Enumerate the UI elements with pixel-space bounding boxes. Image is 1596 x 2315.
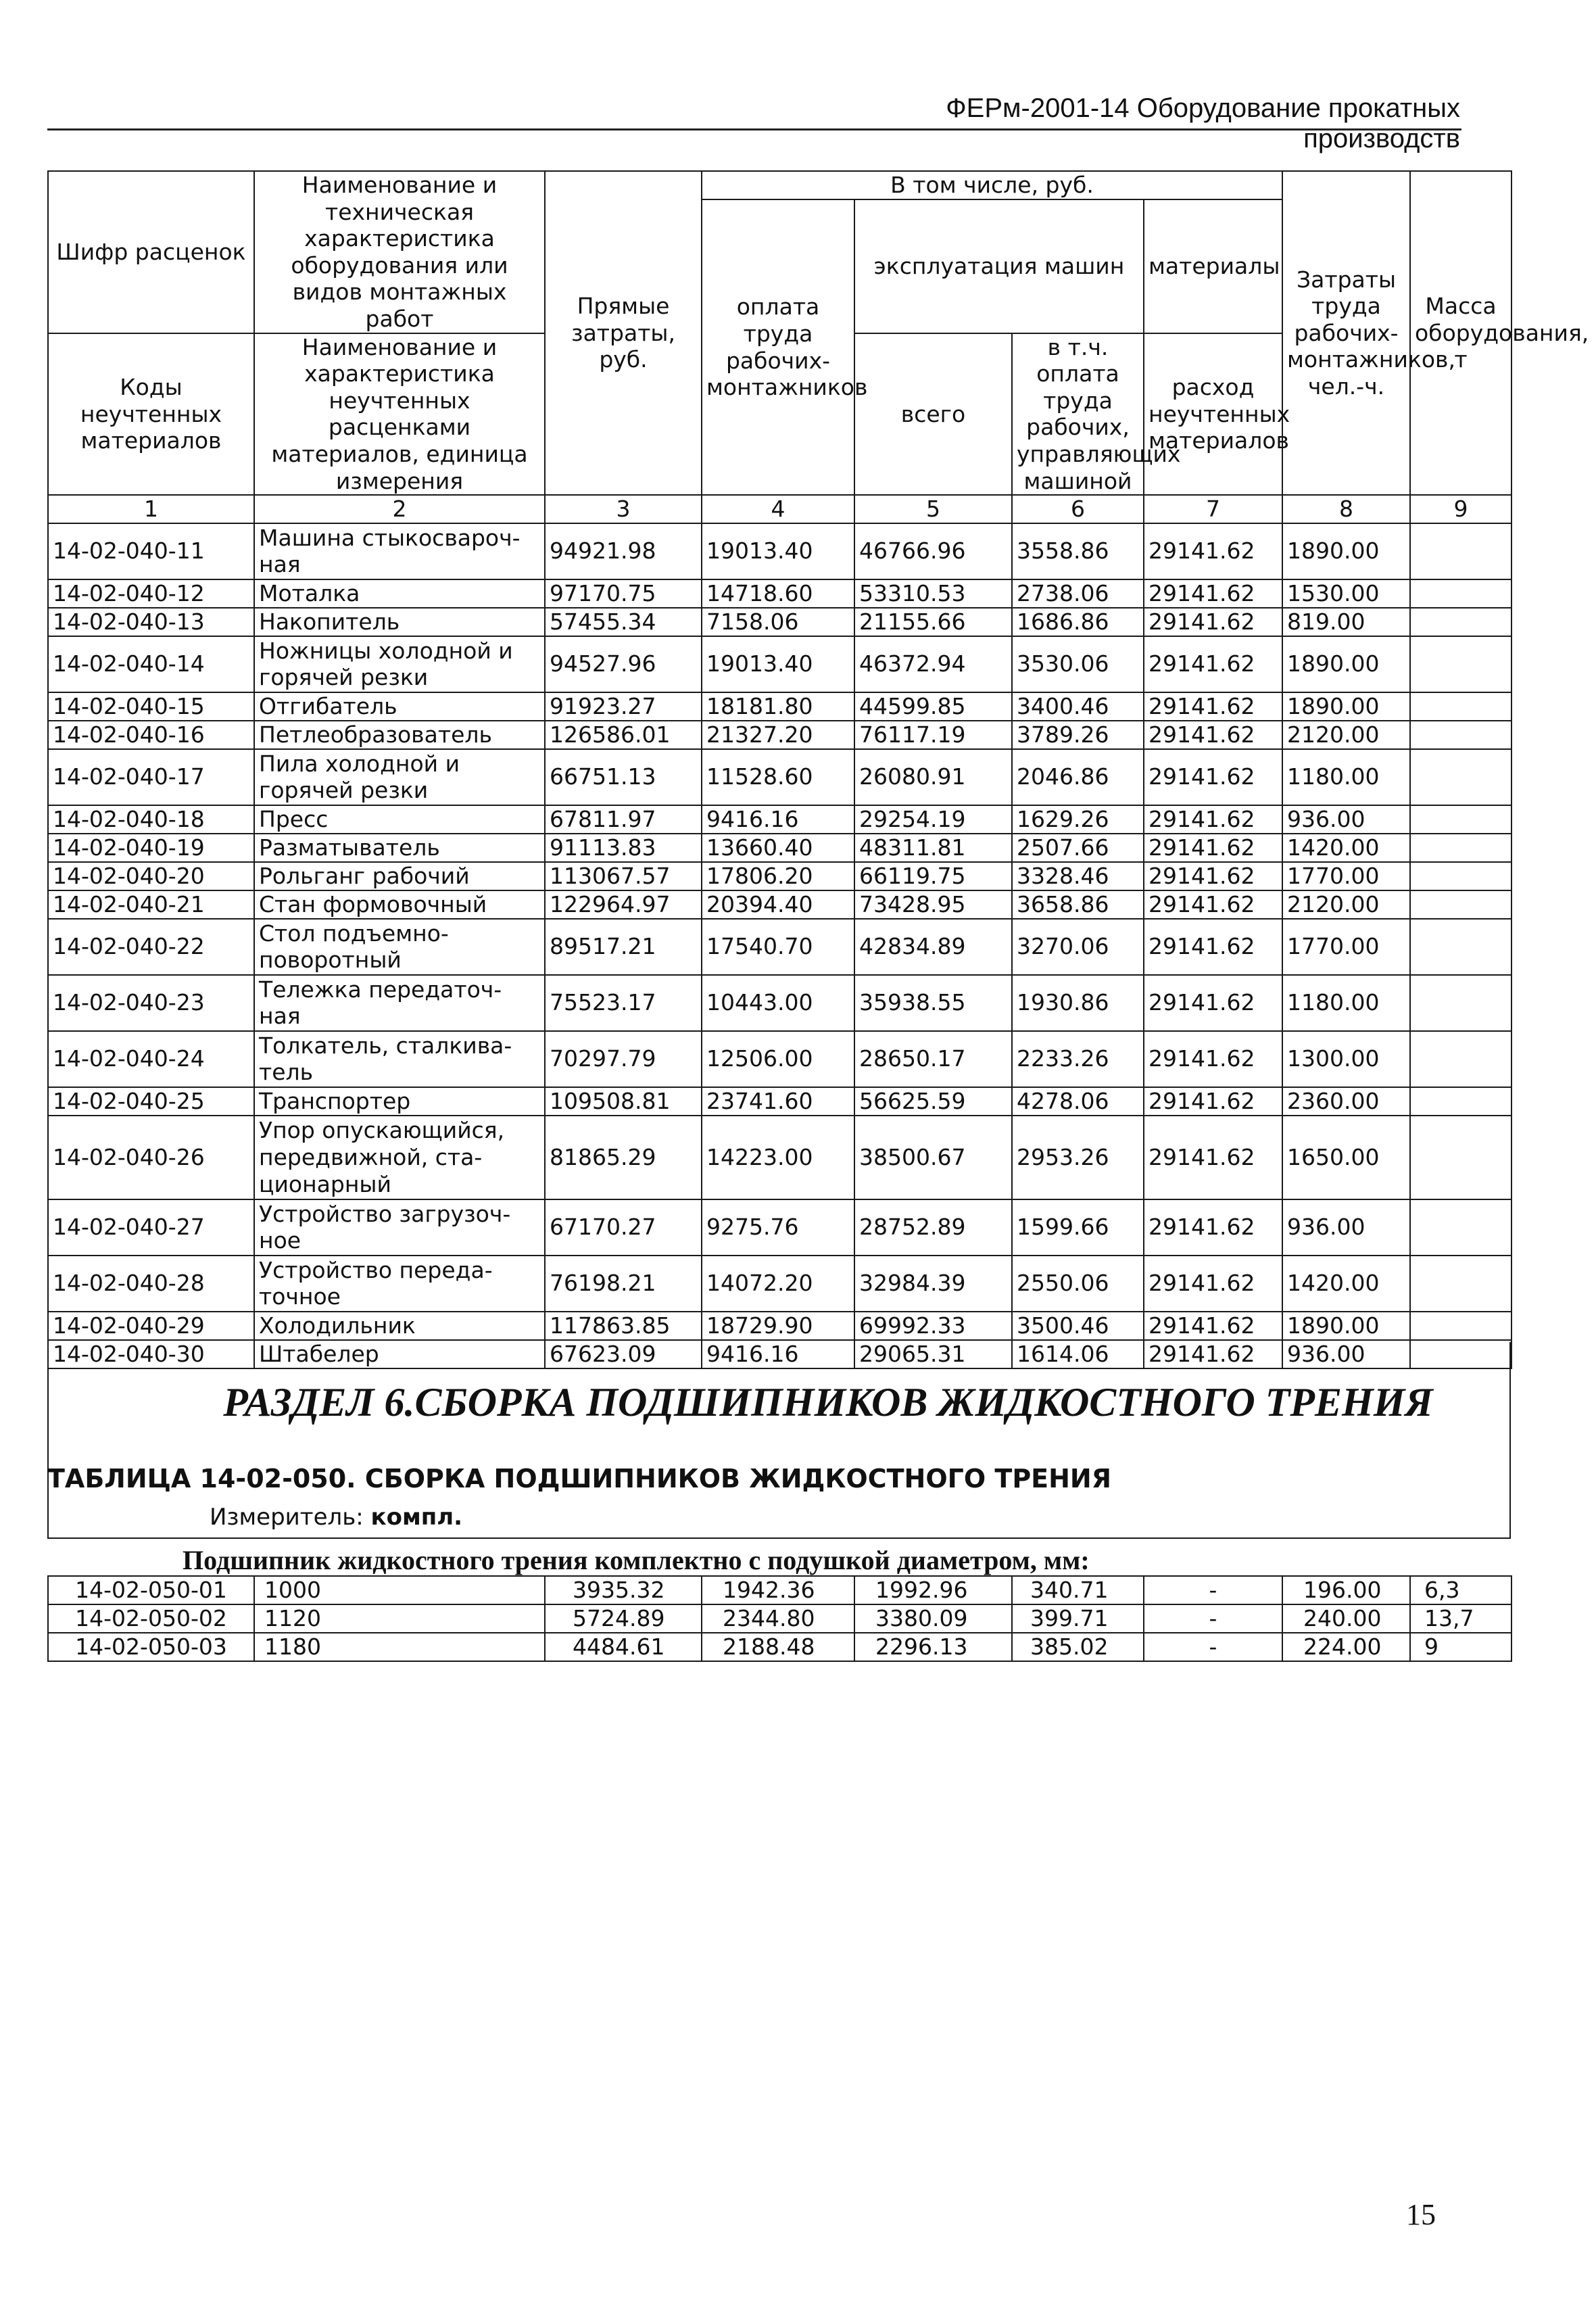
machines-total: 46372.94 <box>854 636 1012 692</box>
item-name: Отгибатель <box>254 692 545 721</box>
table-row <box>48 749 1512 805</box>
materials: 29141.62 <box>1144 608 1282 636</box>
materials: 29141.62 <box>1144 749 1282 805</box>
table-row <box>48 1576 1512 1604</box>
table-row <box>48 1340 1512 1368</box>
mass <box>1410 608 1512 636</box>
item-name: Разматыватель <box>254 834 545 862</box>
materials: 29141.62 <box>1144 1199 1282 1256</box>
table-row <box>48 919 1512 975</box>
mass <box>1410 975 1512 1031</box>
labor-pay: 13660.40 <box>702 834 854 862</box>
machine-labor: 2953.26 <box>1012 1116 1144 1199</box>
header-rule <box>47 128 1461 130</box>
labor-hours: 1890.00 <box>1282 692 1410 721</box>
materials: 29141.62 <box>1144 1340 1282 1368</box>
header-incl: В том числе, руб. <box>702 171 1282 199</box>
machines-total: 46766.96 <box>854 523 1012 579</box>
item-name: 1120 <box>254 1604 545 1633</box>
machine-labor: 2738.06 <box>1012 579 1144 608</box>
labor-hours: 819.00 <box>1282 608 1410 636</box>
mass <box>1410 890 1512 919</box>
materials: 29141.62 <box>1144 805 1282 834</box>
measure-unit-label: Измеритель: <box>210 1504 364 1531</box>
materials: 29141.62 <box>1144 834 1282 862</box>
direct-costs: 81865.29 <box>545 1116 702 1199</box>
labor-pay: 17806.20 <box>702 862 854 890</box>
machines-total: 32984.39 <box>854 1256 1012 1312</box>
machines-total: 26080.91 <box>854 749 1012 805</box>
direct-costs: 3935.32 <box>545 1576 702 1604</box>
materials: 29141.62 <box>1144 579 1282 608</box>
header-code-cell: Шифр расценок <box>48 171 254 333</box>
table-row <box>48 1116 1512 1199</box>
machine-labor: 3658.86 <box>1012 890 1144 919</box>
rate-code: 14-02-040-22 <box>48 919 254 975</box>
materials: 29141.62 <box>1144 523 1282 579</box>
direct-costs: 122964.97 <box>545 890 702 919</box>
labor-pay: 9275.76 <box>702 1199 854 1256</box>
direct-costs: 113067.57 <box>545 862 702 890</box>
machines-total: 53310.53 <box>854 579 1012 608</box>
labor-pay: 10443.00 <box>702 975 854 1031</box>
column-number: 7 <box>1144 495 1282 523</box>
item-name: Устройство переда-точное <box>254 1256 545 1312</box>
machine-labor: 2507.66 <box>1012 834 1144 862</box>
labor-hours: 1890.00 <box>1282 636 1410 692</box>
machine-labor: 3328.46 <box>1012 862 1144 890</box>
materials: 29141.62 <box>1144 1031 1282 1087</box>
labor-pay: 19013.40 <box>702 636 854 692</box>
column-number: 8 <box>1282 495 1410 523</box>
labor-hours: 1180.00 <box>1282 749 1410 805</box>
labor-pay: 12506.00 <box>702 1031 854 1087</box>
running-header: ФЕРм-2001-14 Оборудование прокатных производств <box>946 93 1460 153</box>
direct-costs: 94527.96 <box>545 636 702 692</box>
materials: - <box>1144 1604 1282 1633</box>
labor-hours: 1530.00 <box>1282 579 1410 608</box>
mass <box>1410 1256 1512 1312</box>
machines-total: 76117.19 <box>854 721 1012 749</box>
header-machine-operators-pay: в т.ч. оплата труда рабочих, управляющих машиной <box>1012 333 1144 496</box>
table-row <box>48 1256 1512 1312</box>
item-name: 1180 <box>254 1633 545 1661</box>
page-number: 15 <box>1406 2198 1436 2231</box>
table-row <box>48 1604 1512 1633</box>
item-name: Стол подъемно-поворотный <box>254 919 545 975</box>
header-material-consumption: расход неучтенных материалов <box>1144 333 1282 496</box>
rate-code: 14-02-040-16 <box>48 721 254 749</box>
section-title: РАЗДЕЛ 6.СБОРКА ПОДШИПНИКОВ ЖИДКОСТНОГО ТРЕНИЯ <box>223 1380 1433 1425</box>
mass <box>1410 1340 1512 1368</box>
labor-hours: 1180.00 <box>1282 975 1410 1031</box>
direct-costs: 117863.85 <box>545 1312 702 1340</box>
labor-hours: 240.00 <box>1282 1604 1410 1633</box>
labor-pay: 17540.70 <box>702 919 854 975</box>
item-name: Пила холодной и горячей резки <box>254 749 545 805</box>
machines-total: 21155.66 <box>854 608 1012 636</box>
machine-labor: 3789.26 <box>1012 721 1144 749</box>
labor-hours: 1300.00 <box>1282 1031 1410 1087</box>
column-number: 2 <box>254 495 545 523</box>
direct-costs: 97170.75 <box>545 579 702 608</box>
machine-labor: 3558.86 <box>1012 523 1144 579</box>
labor-pay: 2188.48 <box>702 1633 854 1661</box>
direct-costs: 76198.21 <box>545 1256 702 1312</box>
labor-pay: 2344.80 <box>702 1604 854 1633</box>
machine-labor: 1614.06 <box>1012 1340 1144 1368</box>
direct-costs: 66751.13 <box>545 749 702 805</box>
labor-pay: 14223.00 <box>702 1116 854 1199</box>
labor-pay: 7158.06 <box>702 608 854 636</box>
machines-total: 38500.67 <box>854 1116 1012 1199</box>
measure-unit-value: компл. <box>370 1504 463 1531</box>
mass <box>1410 1116 1512 1199</box>
machine-labor: 385.02 <box>1012 1633 1144 1661</box>
machine-labor: 3500.46 <box>1012 1312 1144 1340</box>
column-number: 1 <box>48 495 254 523</box>
labor-hours: 2360.00 <box>1282 1087 1410 1116</box>
machines-total: 44599.85 <box>854 692 1012 721</box>
direct-costs: 70297.79 <box>545 1031 702 1087</box>
table-row <box>48 805 1512 834</box>
item-name: Тележка передаточ-ная <box>254 975 545 1031</box>
materials: 29141.62 <box>1144 890 1282 919</box>
labor-pay: 11528.60 <box>702 749 854 805</box>
table-row <box>48 862 1512 890</box>
mass: 13,7 <box>1410 1604 1512 1633</box>
machines-total: 69992.33 <box>854 1312 1012 1340</box>
machine-labor: 3530.06 <box>1012 636 1144 692</box>
labor-hours: 936.00 <box>1282 1199 1410 1256</box>
rate-code: 14-02-050-02 <box>48 1604 254 1633</box>
rate-code: 14-02-040-17 <box>48 749 254 805</box>
rate-code: 14-02-040-20 <box>48 862 254 890</box>
rate-code: 14-02-040-11 <box>48 523 254 579</box>
materials: 29141.62 <box>1144 1087 1282 1116</box>
header-machines-total: всего <box>854 333 1012 496</box>
machine-labor: 2550.06 <box>1012 1256 1144 1312</box>
mass <box>1410 919 1512 975</box>
item-name: Моталка <box>254 579 545 608</box>
table-row <box>48 1633 1512 1661</box>
labor-hours: 1890.00 <box>1282 523 1410 579</box>
machine-labor: 3400.46 <box>1012 692 1144 721</box>
table-title: ТАБЛИЦА 14-02-050. СБОРКА ПОДШИПНИКОВ ЖИДКОСТНОГО ТРЕНИЯ <box>47 1464 1111 1494</box>
mass <box>1410 523 1512 579</box>
rate-code: 14-02-040-19 <box>48 834 254 862</box>
direct-costs: 94921.98 <box>545 523 702 579</box>
direct-costs: 109508.81 <box>545 1087 702 1116</box>
header-machines: эксплуатация машин <box>854 199 1144 333</box>
item-name: Устройство загрузоч-ное <box>254 1199 545 1256</box>
labor-hours: 2120.00 <box>1282 890 1410 919</box>
item-name: Толкатель, сталкива-тель <box>254 1031 545 1087</box>
rate-code: 14-02-040-21 <box>48 890 254 919</box>
rate-code: 14-02-040-23 <box>48 975 254 1031</box>
direct-costs: 67811.97 <box>545 805 702 834</box>
item-name: Холодильник <box>254 1312 545 1340</box>
rate-code: 14-02-040-24 <box>48 1031 254 1087</box>
item-name: Петлеобразователь <box>254 721 545 749</box>
item-name: Накопитель <box>254 608 545 636</box>
rate-code: 14-02-040-14 <box>48 636 254 692</box>
rates-table <box>47 170 1589 1369</box>
labor-hours: 1890.00 <box>1282 1312 1410 1340</box>
item-name: Пресс <box>254 805 545 834</box>
labor-hours: 1770.00 <box>1282 919 1410 975</box>
header-work-name-cell: Наименование и техническая характеристика оборудования или видов монтажных работ <box>254 171 545 333</box>
rate-code: 14-02-040-12 <box>48 579 254 608</box>
table-row <box>48 692 1512 721</box>
materials: 29141.62 <box>1144 636 1282 692</box>
mass <box>1410 749 1512 805</box>
column-numbers-row <box>48 495 1512 523</box>
materials: 29141.62 <box>1144 975 1282 1031</box>
direct-costs: 91923.27 <box>545 692 702 721</box>
rate-code: 14-02-040-26 <box>48 1116 254 1199</box>
mass: 6,3 <box>1410 1576 1512 1604</box>
machines-total: 35938.55 <box>854 975 1012 1031</box>
machine-labor: 2233.26 <box>1012 1031 1144 1087</box>
table-row <box>48 608 1512 636</box>
mass <box>1410 1087 1512 1116</box>
item-name: Транспортер <box>254 1087 545 1116</box>
labor-hours: 936.00 <box>1282 1340 1410 1368</box>
table-row <box>48 975 1512 1031</box>
machines-total: 48311.81 <box>854 834 1012 862</box>
labor-hours: 1650.00 <box>1282 1116 1410 1199</box>
materials: - <box>1144 1576 1282 1604</box>
direct-costs: 5724.89 <box>545 1604 702 1633</box>
labor-hours: 936.00 <box>1282 805 1410 834</box>
rate-code: 14-02-040-18 <box>48 805 254 834</box>
machine-labor: 2046.86 <box>1012 749 1144 805</box>
direct-costs: 67170.27 <box>545 1199 702 1256</box>
table-row <box>48 1031 1512 1087</box>
direct-costs: 89517.21 <box>545 919 702 975</box>
header-direct-costs: Прямые затраты, руб. <box>545 171 702 495</box>
table-row <box>48 636 1512 692</box>
machine-labor: 399.71 <box>1012 1604 1144 1633</box>
rate-code: 14-02-040-27 <box>48 1199 254 1256</box>
labor-pay: 18181.80 <box>702 692 854 721</box>
header-materials: материалы <box>1144 199 1282 333</box>
labor-hours: 1420.00 <box>1282 834 1410 862</box>
item-name: Ножницы холодной и горячей резки <box>254 636 545 692</box>
table-row <box>48 890 1512 919</box>
machine-labor: 1686.86 <box>1012 608 1144 636</box>
table-row <box>48 834 1512 862</box>
materials: 29141.62 <box>1144 1256 1282 1312</box>
materials: 29141.62 <box>1144 1312 1282 1340</box>
column-number: 9 <box>1410 495 1512 523</box>
labor-hours: 2120.00 <box>1282 721 1410 749</box>
item-name: 1000 <box>254 1576 545 1604</box>
table-row <box>48 1199 1512 1256</box>
mass <box>1410 1031 1512 1087</box>
header-labor-hours: Затраты труда рабочих-монтажников, чел.-ч. <box>1282 171 1410 495</box>
item-name: Упор опускающийся, передвижной, ста-ционарный <box>254 1116 545 1199</box>
machine-labor: 340.71 <box>1012 1576 1144 1604</box>
section-frame-rule <box>47 1537 1511 1539</box>
column-number: 4 <box>702 495 854 523</box>
labor-pay: 14072.20 <box>702 1256 854 1312</box>
machines-total: 73428.95 <box>854 890 1012 919</box>
header-labor-pay: оплата труда рабочих-монтажников <box>702 199 854 495</box>
materials: - <box>1144 1633 1282 1661</box>
machines-total: 66119.75 <box>854 862 1012 890</box>
labor-pay: 20394.40 <box>702 890 854 919</box>
table-row <box>48 721 1512 749</box>
mass <box>1410 862 1512 890</box>
labor-hours: 196.00 <box>1282 1576 1410 1604</box>
machine-labor: 4278.06 <box>1012 1087 1144 1116</box>
materials: 29141.62 <box>1144 692 1282 721</box>
table-row <box>48 579 1512 608</box>
rate-code: 14-02-040-28 <box>48 1256 254 1312</box>
labor-pay: 23741.60 <box>702 1087 854 1116</box>
column-number: 5 <box>854 495 1012 523</box>
mass <box>1410 1199 1512 1256</box>
rate-code: 14-02-040-15 <box>48 692 254 721</box>
rate-code: 14-02-050-03 <box>48 1633 254 1661</box>
section-frame-left <box>47 1342 49 1538</box>
rate-code: 14-02-050-01 <box>48 1576 254 1604</box>
mass: 9 <box>1410 1633 1512 1661</box>
machines-total: 29065.31 <box>854 1340 1012 1368</box>
mass <box>1410 721 1512 749</box>
materials: 29141.62 <box>1144 862 1282 890</box>
machine-labor: 3270.06 <box>1012 919 1144 975</box>
rate-code: 14-02-040-29 <box>48 1312 254 1340</box>
materials: 29141.62 <box>1144 919 1282 975</box>
mass <box>1410 692 1512 721</box>
labor-pay: 9416.16 <box>702 1340 854 1368</box>
machines-total: 1992.96 <box>854 1576 1012 1604</box>
measure-unit <box>210 1504 462 1531</box>
header-material-name: Наименование и характеристика неучтенных расценками материалов, единица измерения <box>254 333 545 496</box>
labor-pay: 21327.20 <box>702 721 854 749</box>
machines-total: 42834.89 <box>854 919 1012 975</box>
mass <box>1410 834 1512 862</box>
column-number: 3 <box>545 495 702 523</box>
labor-pay: 18729.90 <box>702 1312 854 1340</box>
direct-costs: 4484.61 <box>545 1633 702 1661</box>
labor-hours: 224.00 <box>1282 1633 1410 1661</box>
machine-labor: 1930.86 <box>1012 975 1144 1031</box>
machines-total: 2296.13 <box>854 1633 1012 1661</box>
machines-total: 56625.59 <box>854 1087 1012 1116</box>
item-name: Стан формовочный <box>254 890 545 919</box>
direct-costs: 126586.01 <box>545 721 702 749</box>
item-name: Машина стыкосвароч-ная <box>254 523 545 579</box>
direct-costs: 57455.34 <box>545 608 702 636</box>
column-number: 6 <box>1012 495 1144 523</box>
labor-pay: 1942.36 <box>702 1576 854 1604</box>
item-name: Рольганг рабочий <box>254 862 545 890</box>
rate-code: 14-02-040-30 <box>48 1340 254 1368</box>
machine-labor: 1599.66 <box>1012 1199 1144 1256</box>
table-row <box>48 1312 1512 1340</box>
labor-pay: 9416.16 <box>702 805 854 834</box>
labor-pay: 19013.40 <box>702 523 854 579</box>
machines-total: 3380.09 <box>854 1604 1012 1633</box>
direct-costs: 67623.09 <box>545 1340 702 1368</box>
rate-code: 14-02-040-13 <box>48 608 254 636</box>
labor-pay: 14718.60 <box>702 579 854 608</box>
materials: 29141.62 <box>1144 721 1282 749</box>
machines-total: 28650.17 <box>854 1031 1012 1087</box>
mass <box>1410 1312 1512 1340</box>
mass <box>1410 636 1512 692</box>
section-frame-right <box>1509 1342 1511 1538</box>
rate-code: 14-02-040-25 <box>48 1087 254 1116</box>
labor-hours: 1770.00 <box>1282 862 1410 890</box>
machines-total: 28752.89 <box>854 1199 1012 1256</box>
header-unaccounted-codes: Коды неучтенных материалов <box>48 333 254 496</box>
bearings-table <box>47 1575 1512 1662</box>
item-name: Штабелер <box>254 1340 545 1368</box>
subsection-title: Подшипник жидкостного трения комплектно с подушкой диаметром, мм: <box>183 1545 1090 1575</box>
direct-costs: 75523.17 <box>545 975 702 1031</box>
machine-labor: 1629.26 <box>1012 805 1144 834</box>
materials: 29141.62 <box>1144 1116 1282 1199</box>
labor-hours: 1420.00 <box>1282 1256 1410 1312</box>
machines-total: 29254.19 <box>854 805 1012 834</box>
table-row <box>48 1087 1512 1116</box>
table-row <box>48 523 1512 579</box>
header-mass: Масса оборудования, т <box>1410 171 1512 495</box>
direct-costs: 91113.83 <box>545 834 702 862</box>
mass <box>1410 805 1512 834</box>
mass <box>1410 579 1512 608</box>
